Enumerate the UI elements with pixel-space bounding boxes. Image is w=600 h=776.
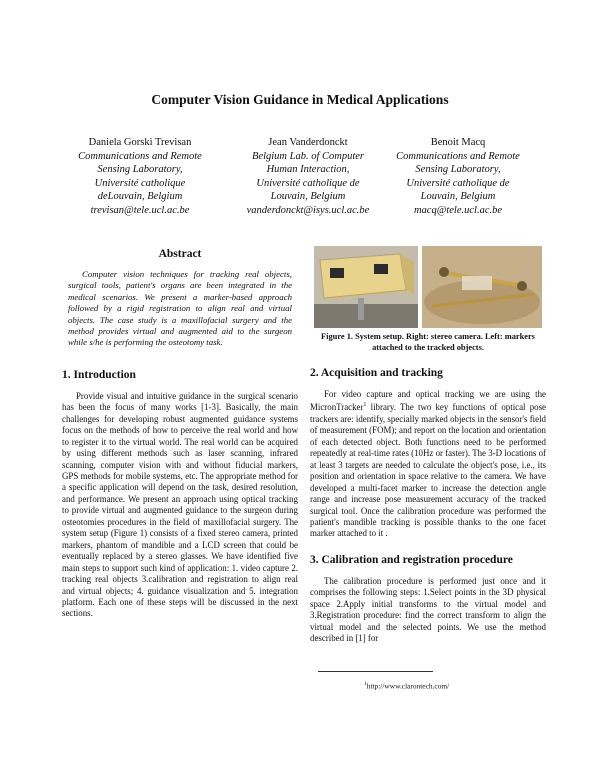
author-affiliation-line: Louvain, Belgium bbox=[270, 191, 346, 202]
right-column bbox=[310, 246, 546, 645]
acquisition-text-part-1: For video capture and optical tracking we are using the MicronTracker bbox=[310, 389, 546, 413]
footnote-reference: 1 bbox=[363, 402, 367, 409]
stereo-camera-photo bbox=[422, 246, 542, 328]
author-affiliation-line: Communications and Remote bbox=[396, 150, 520, 162]
left-column bbox=[62, 248, 298, 620]
section-heading-acquisition: 2. Acquisition and tracking bbox=[310, 367, 443, 379]
author-affiliation-line: Université catholique de bbox=[406, 177, 510, 189]
abstract-heading: Abstract bbox=[158, 248, 202, 260]
marker-photo bbox=[314, 246, 418, 328]
section-heading-calibration: 3. Calibration and registration procedure bbox=[310, 553, 513, 566]
footnote bbox=[364, 681, 449, 690]
acquisition-text bbox=[310, 389, 546, 540]
author-email: trevisan@tele.ucl.ac.be bbox=[90, 204, 190, 216]
author-name: Jean Vanderdonckt bbox=[268, 137, 348, 148]
author-affiliation-line: deLouvain, Belgium bbox=[97, 191, 183, 202]
author-affiliation-line: Belgium Lab. of Computer bbox=[252, 150, 364, 162]
footnote-mark: 1 bbox=[364, 681, 367, 687]
author-affiliation-line: Human Interaction, bbox=[266, 164, 350, 175]
paper-title: Computer Vision Guidance in Medical Applications bbox=[151, 92, 449, 107]
calibration-text: The calibration procedure is performed just once and it comprises the following steps: 1.Select points in the 3D physical space 2.Apply initial transforms to the virtual model and 3.Registration procedure: find the correct transform to align the virtual model and the selected points. We use the method described in [1] for bbox=[310, 575, 546, 644]
figure-caption: Figure 1. System setup. Right: stereo camera. Left: markers attached to the tracked objects. bbox=[321, 332, 535, 352]
introduction-text: Provide visual and intuitive guidance in the surgical scenario has been the focus of many works [1-3]. Basically, the main challenges for developing robust augmented guidance systems focus on the methods of how to perceive the real world and how to register it to the virtual world. The real world can be acquired by using different methods such as laser scanning, infrared scanning, computer vision with and without fiducial markers, GPS methods for mobile systems, etc. The appropriate method for a specific application will depend on the task, desired resolution, and performance. We present an approach using optical tracking to provide virtual and augmented guidance to the surgeon during osteotomies procedures in the field of maxillofacial surgery. The system setup (Figure 1) consists of a fixed stereo camera, printed markers, phantom of mandible and a LCD screen that could be eventually replaced by a stereo glasses. We have identified five main steps to support such kind of application: 1. video capture 2. tracking real objects 3.calibration and registration to align real and virtual objects; 4. guidance visualization and 5. integration platform. Each one of these steps will be discussed in the next sections. bbox=[62, 390, 298, 619]
abstract-text: Computer vision techniques for tracking real objects, surgical tools, patient's organs are been integrated in the medical scenarios. We present a marker-based approach followed by a rigid registration to align real and virtual objects. The case study is a maxillofacial surgery and the method provides virtual and augmented aid to the surgeon while s/he is performing the osteotomy task. bbox=[68, 269, 292, 348]
footnote-url[interactable]: http://www.clarontech.com/ bbox=[366, 681, 450, 691]
author-affiliation-line: Louvain, Belgium bbox=[420, 191, 496, 202]
author-affiliation-line: Université catholique de bbox=[256, 177, 360, 189]
author-email: vanderdonckt@isys.ucl.ac.be bbox=[246, 204, 370, 216]
acquisition-text-part-2: library. The two key functions of optical pose trackers are: identify, specially marked objects in the sensor's field of measurement (FOM); and report on the location and orientation of each detected object. Both functions need to be performed repeatedly at real-time rates (10Hz or faster). The 3-D locations of at least 3 targets are needed to calculate the object's pose, i.e., its position and orientation in space relative to the camera. We have developed a multi-facet marker to increase the detection angle range and increase pose measurement accuracy of the tracked surgical tool. Once the calibration procedure was performed the patient's mandible tracking is possible thanks to the one facet marker attached to it . bbox=[310, 402, 546, 539]
author-block-3 bbox=[373, 136, 543, 217]
author-block-2 bbox=[223, 136, 393, 217]
author-affiliation-line: Communications and Remote bbox=[78, 150, 202, 162]
author-name: Daniela Gorski Trevisan bbox=[88, 137, 192, 148]
author-affiliation-line: Sensing Laboratory, bbox=[415, 164, 501, 175]
author-name: Benoit Macq bbox=[430, 137, 486, 148]
author-affiliation-line: Université catholique bbox=[94, 177, 186, 189]
figure-1 bbox=[310, 246, 546, 328]
author-affiliation-line: Sensing Laboratory, bbox=[97, 164, 183, 175]
footnote-divider bbox=[318, 671, 433, 672]
section-heading-introduction: 1. Introduction bbox=[62, 368, 136, 381]
author-email: macq@tele.ucl.ac.be bbox=[413, 204, 503, 216]
author-block-1 bbox=[55, 136, 225, 217]
